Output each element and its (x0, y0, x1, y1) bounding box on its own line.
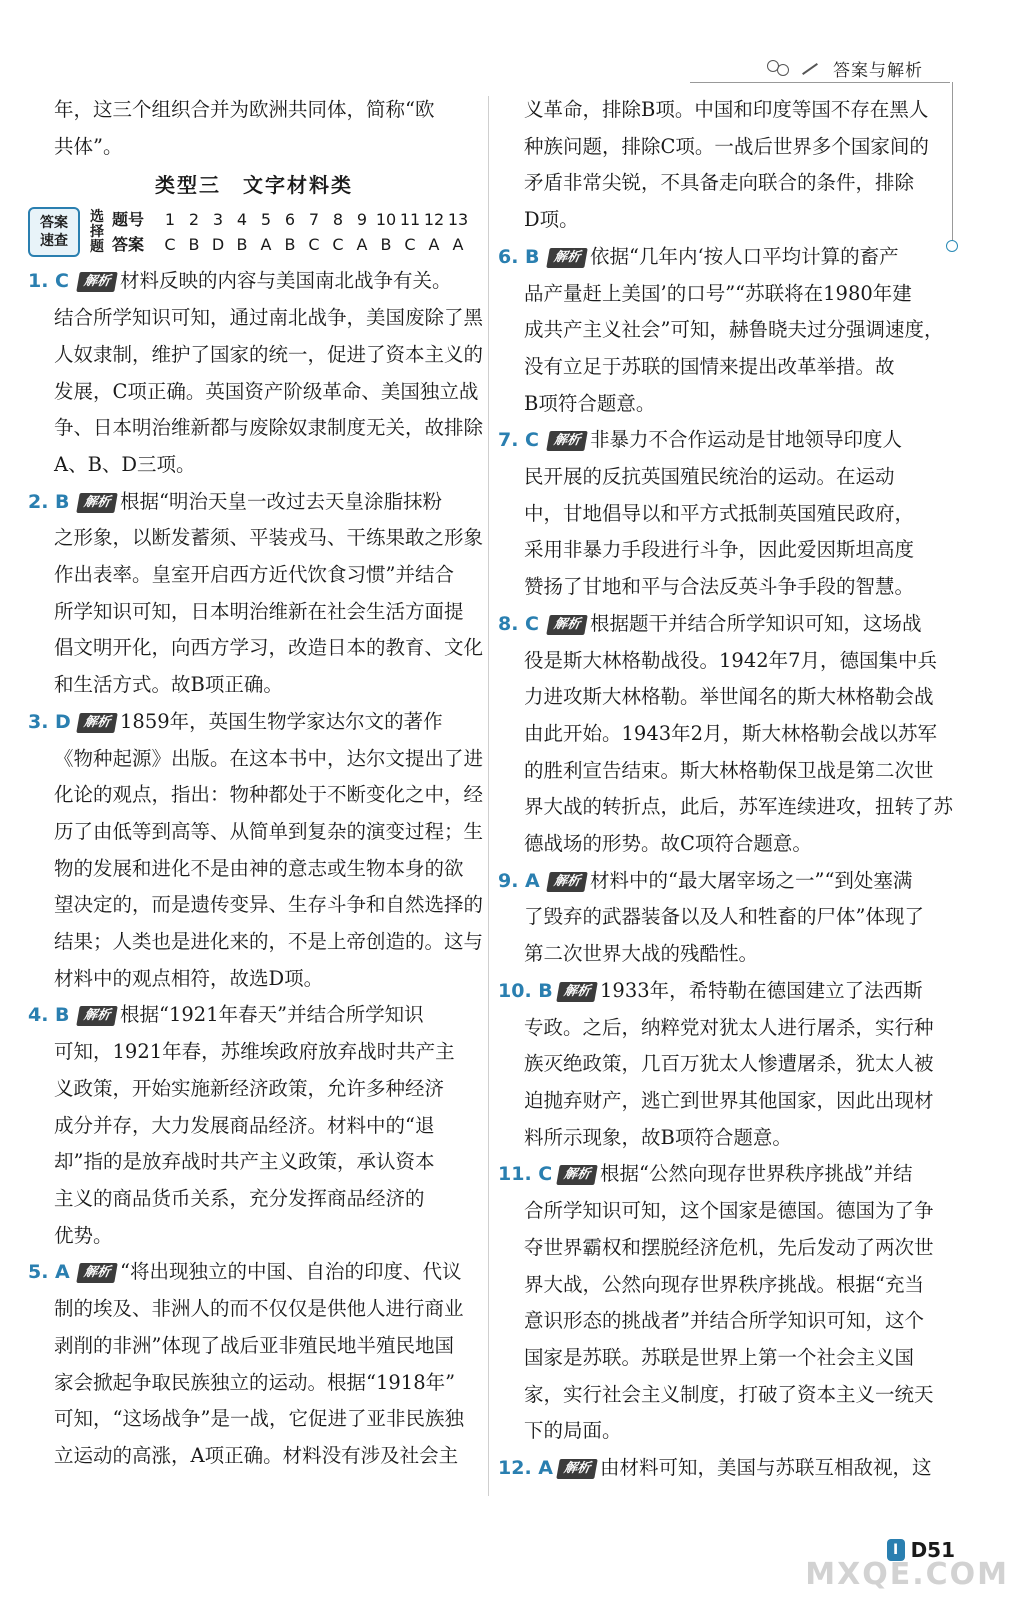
question-block (498, 239, 946, 423)
text-line: 年，这三个组织合并为欧洲共同体，简称“欧 (54, 98, 435, 121)
text-line: 所学知识可知，日本明治维新在社会生活方面提 (54, 599, 464, 623)
text-line (498, 863, 946, 900)
row-label: 题号 (112, 210, 145, 230)
analysis-text: “将出现独立的中国、自治的印度、代议 (120, 1260, 462, 1284)
question-number: 12. A (498, 1457, 553, 1480)
analysis-text: 根据“明治天皇一改过去天皇涂脂抹粉 (120, 489, 442, 513)
text-line: 剥削的非洲”体现了战后亚非殖民地半殖民地国 (54, 1333, 454, 1357)
analysis-text: 材料反映的内容与美国南北战争有关。 (120, 269, 452, 293)
text-line: A、B、D三项。 (54, 452, 196, 476)
answer-key-number: 3 (212, 210, 224, 230)
text-line: 下的局面。 (524, 1419, 622, 1443)
text-line: 意识形态的挑战者”并结合所学知识可知，这个 (524, 1309, 924, 1333)
analysis-text: 非暴力不合作运动是甘地领导印度人 (590, 428, 903, 452)
left-column (28, 92, 484, 1475)
analysis-text: 由材料可知，美国与苏联互相敌视，这 (600, 1456, 932, 1480)
analysis-tag: 解析 (76, 493, 118, 513)
text-line: 役是斯大林格勒战役。1942年7月，德国集中兵 (524, 648, 938, 672)
badge-top: 答案 (40, 215, 68, 232)
page-number-text: D51 (910, 1538, 955, 1562)
answer-key-answer: C (308, 235, 320, 255)
question-number: 9. A (498, 869, 540, 892)
answer-key-number: 10 (375, 210, 397, 230)
text-line: 物的发展和进化不是由神的意志或生物本身的欲 (54, 856, 464, 880)
column-divider (488, 96, 489, 1496)
question-number: 2. B (28, 490, 70, 513)
text-line: 了毁弃的武器装备以及人和牲畜的尸体”体现了 (524, 905, 924, 929)
text-line: 化论的观点，指出：物种都处于不断变化之中，经 (54, 783, 484, 807)
text-line: 可知，“这场战争”是一战，它促进了亚非民族独 (54, 1407, 464, 1431)
text-line (498, 1450, 946, 1487)
analysis-tag: 解析 (76, 1006, 118, 1026)
text-line: 专政。之后，纳粹党对犹太人进行屠杀，实行种 (524, 1015, 934, 1039)
people-icon (765, 58, 791, 80)
text-line (498, 239, 946, 276)
answer-key-number: 4 (236, 210, 248, 230)
text-line (498, 1156, 946, 1193)
text-line: 国家是苏联。苏联是世界上第一个社会主义国 (524, 1345, 915, 1369)
header-title: 答案与解析 (833, 61, 923, 81)
text-line: 历了由低等到高等、从简单到复杂的演变过程；生 (54, 819, 484, 843)
question-block (498, 1450, 946, 1487)
answer-key (28, 207, 480, 257)
text-line: 没有立足于苏联的国情来提出改革举措。故 (524, 354, 895, 378)
text-line: 发展，C项正确。英国资产阶级革命、美国独立战 (54, 379, 479, 403)
answer-key-number: 5 (260, 210, 272, 230)
answer-key-answer: A (452, 235, 464, 255)
text-line: 结合所学知识可知，通过南北战争，美国废除了黑 (54, 306, 484, 330)
text-line: 成分并存，大力发展商品经济。材料中的“退 (54, 1113, 435, 1137)
text-line (28, 263, 480, 300)
text-line: 可知，1921年春，苏维埃政府放弃战时共产主 (54, 1040, 455, 1064)
pen-icon (802, 63, 818, 75)
text-line: 争、日本明治维新都与废除奴隶制度无关，故排除 (54, 416, 484, 440)
answer-key-answer-row (112, 232, 470, 257)
question-number: 4. B (28, 1004, 70, 1027)
analysis-tag: 解析 (546, 615, 588, 635)
answer-key-answer: B (380, 235, 392, 255)
text-line: B项符合题意。 (524, 391, 656, 415)
question-number: 11. C (498, 1163, 553, 1186)
answer-key-answer: B (284, 235, 296, 255)
text-line: 界大战，公然向现存世界秩序挑战。根据“充当 (524, 1272, 924, 1296)
answer-key-answer: A (356, 235, 368, 255)
analysis-tag: 解析 (546, 248, 588, 268)
answer-key-badge (28, 207, 80, 257)
page-header (765, 56, 923, 81)
question-block (28, 1254, 480, 1474)
question-block (498, 973, 946, 1157)
question-block (28, 997, 480, 1254)
text-line: 的胜利宣告结束。斯大林格勒保卫战是第二次世 (524, 758, 934, 782)
text-line: 品产量赶上美国’的口号”“苏联将在1980年建 (524, 281, 912, 305)
text-line: 立运动的高涨，A项正确。材料没有涉及社会主 (54, 1443, 459, 1467)
text-line: 《物种起源》出版。在这本书中，达尔文提出了进 (54, 746, 484, 770)
analysis-tag: 解析 (76, 272, 118, 292)
text-line: 合所学知识可知，这个国家是德国。德国为了争 (524, 1199, 934, 1223)
margin-rule (952, 82, 953, 242)
answer-key-number: 6 (284, 210, 296, 230)
answer-key-answer: D (211, 235, 225, 255)
answer-key-answer: C (332, 235, 344, 255)
analysis-tag: 解析 (76, 1263, 118, 1283)
text-line: 之形象，以断发蓄须、平装戎马、干练果敢之形象 (54, 526, 484, 550)
text-line: 由此开始。1943年2月，斯大林格勒会战以苏军 (524, 721, 938, 745)
badge-bottom: 速查 (40, 233, 68, 250)
text-line: 作出表率。皇室开启西方近代饮食习惯”并结合 (54, 563, 454, 587)
text-line (498, 422, 946, 459)
analysis-text: 根据“公然向现存世界秩序挑战”并结 (600, 1162, 913, 1186)
analysis-tag: 解析 (556, 1165, 598, 1185)
text-line (498, 973, 946, 1010)
question-number: 1. C (28, 270, 69, 293)
question-number: 5. A (28, 1261, 70, 1284)
answer-key-answer: A (428, 235, 440, 255)
question-block (28, 484, 484, 704)
analysis-tag: 解析 (556, 1459, 598, 1479)
question-block (28, 704, 484, 998)
question-block (498, 606, 954, 863)
answer-key-number: 1 (164, 210, 176, 230)
answer-key-number: 7 (308, 210, 320, 230)
text-line (498, 606, 946, 643)
answer-key-number-row (112, 207, 470, 232)
text-line: 赞扬了甘地和平与合法反英斗争手段的智慧。 (524, 575, 915, 599)
section-title: 类型三 文字材料类 (155, 173, 353, 198)
answer-key-number: 13 (447, 210, 469, 230)
text-line: 望决定的，而是遗传变异、生存斗争和自然选择的 (54, 893, 484, 917)
right-questions (498, 239, 954, 1487)
text-line: 第二次世界大战的残酷性。 (524, 942, 759, 966)
text-line (28, 997, 480, 1034)
left-questions (28, 263, 484, 1474)
text-line: 力进攻斯大林格勒。举世闻名的斯大林格勒会战 (524, 685, 934, 709)
text-line: 中，甘地倡导以和平方式抵制英国殖民政府， (524, 501, 915, 525)
answer-key-answer: C (404, 235, 416, 255)
text-line: 料所示现象，故B项符合题意。 (524, 1125, 792, 1149)
answer-key-answer: A (260, 235, 272, 255)
text-line: 主义的商品货币关系，充分发挥商品经济的 (54, 1186, 425, 1210)
text-line: 制的埃及、非洲人的而不仅仅是供他人进行商业 (54, 1297, 464, 1321)
right-column (498, 92, 954, 1487)
margin-dot-icon (946, 240, 958, 252)
header-rule (690, 82, 950, 83)
text-line: 共体”。 (54, 134, 123, 158)
text-line: 迫抛弃财产，逃亡到世界其他国家，因此出现材 (524, 1088, 934, 1112)
question-block (498, 422, 946, 606)
analysis-text: 依据“几年内‘按人口平均计算的畜产 (590, 244, 899, 268)
text-line: 材料中的观点相符，故选D项。 (54, 966, 324, 990)
question-block (498, 1156, 946, 1450)
question-block (498, 863, 946, 973)
answer-key-answer: B (188, 235, 200, 255)
analysis-text: 材料中的“最大屠宰场之一”“到处塞满 (590, 868, 913, 892)
question-number: 6. B (498, 245, 540, 268)
answer-key-number: 11 (399, 210, 421, 230)
text-line: 家，实行社会主义制度，打破了资本主义一统天 (524, 1382, 934, 1406)
text-line: 倡文明开化，向西方学习，改造日本的教育、文化 (54, 636, 484, 660)
text-line: 矛盾非常尖锐，不具备走向联合的条件，排除 (524, 171, 915, 195)
text-line: 夺世界霸权和摆脱经济危机，先后发动了两次世 (524, 1235, 934, 1259)
text-line: 义政策，开始实施新经济政策，允许多种经济 (54, 1076, 445, 1100)
answer-key-grid (112, 207, 470, 257)
text-line: 德战场的形势。故C项符合题意。 (524, 832, 812, 856)
watermark-logo: MXQE.COM (805, 1557, 1009, 1592)
text-line: 民开展的反抗英国殖民统治的运动。在运动 (524, 465, 895, 489)
page-marker-icon: I (887, 1539, 905, 1561)
answer-key-side-label: 选择题 (90, 208, 104, 255)
question-number: 3. D (28, 710, 71, 733)
answer-key-number: 2 (188, 210, 200, 230)
text-line: 人奴隶制，维护了国家的统一，促进了资本主义的 (54, 342, 484, 366)
answer-key-number: 12 (423, 210, 445, 230)
question-number: 8. C (498, 612, 539, 635)
answer-key-number: 8 (332, 210, 344, 230)
question-number: 10. B (498, 979, 553, 1002)
answer-key-answer: B (236, 235, 248, 255)
analysis-tag: 解析 (546, 872, 588, 892)
text-line: 族灭绝政策，几百万犹太人惨遭屠杀，犹太人被 (524, 1052, 934, 1076)
text-line: 结果；人类也是进化来的，不是上帝创造的。这与 (54, 930, 484, 954)
text-line: 却”指的是放弃战时共产主义政策，承认资本 (54, 1150, 435, 1174)
text-line: 种族问题，排除C项。一战后世界多个国家间的 (524, 134, 929, 158)
text-line: 义革命，排除B项。中国和印度等国不存在黑人 (524, 98, 929, 121)
text-line (28, 1254, 480, 1291)
text-line: 和生活方式。故B项正确。 (54, 673, 283, 697)
text-line: 界大战的转折点，此后，苏军连续进攻，扭转了苏 (524, 795, 954, 819)
text-line: 优势。 (54, 1223, 113, 1247)
analysis-tag: 解析 (76, 713, 118, 733)
analysis-text: 1933年，希特勒在德国建立了法西斯 (600, 978, 923, 1002)
row-label: 答案 (112, 235, 145, 255)
question-block (28, 263, 484, 483)
text-line: 采用非暴力手段进行斗争，因此爱因斯坦高度 (524, 538, 915, 562)
analysis-tag: 解析 (556, 982, 598, 1002)
answer-key-answer: C (164, 235, 176, 255)
text-line: 成共产主义社会”可知，赫鲁晓夫过分强调速度， (524, 318, 944, 342)
text-line: 家会掀起争取民族独立的运动。根据“1918年” (54, 1370, 456, 1394)
question-number: 7. C (498, 429, 539, 452)
text-line: D项。 (524, 208, 579, 232)
analysis-tag: 解析 (546, 431, 588, 451)
text-line (28, 484, 480, 521)
analysis-text: 1859年，英国生物学家达尔文的著作 (120, 709, 443, 733)
analysis-text: 根据题干并结合所学知识可知，这场战 (590, 611, 922, 635)
answer-key-number: 9 (356, 210, 368, 230)
analysis-text: 根据“1921年春天”并结合所学知识 (120, 1003, 424, 1027)
text-line (28, 704, 480, 741)
